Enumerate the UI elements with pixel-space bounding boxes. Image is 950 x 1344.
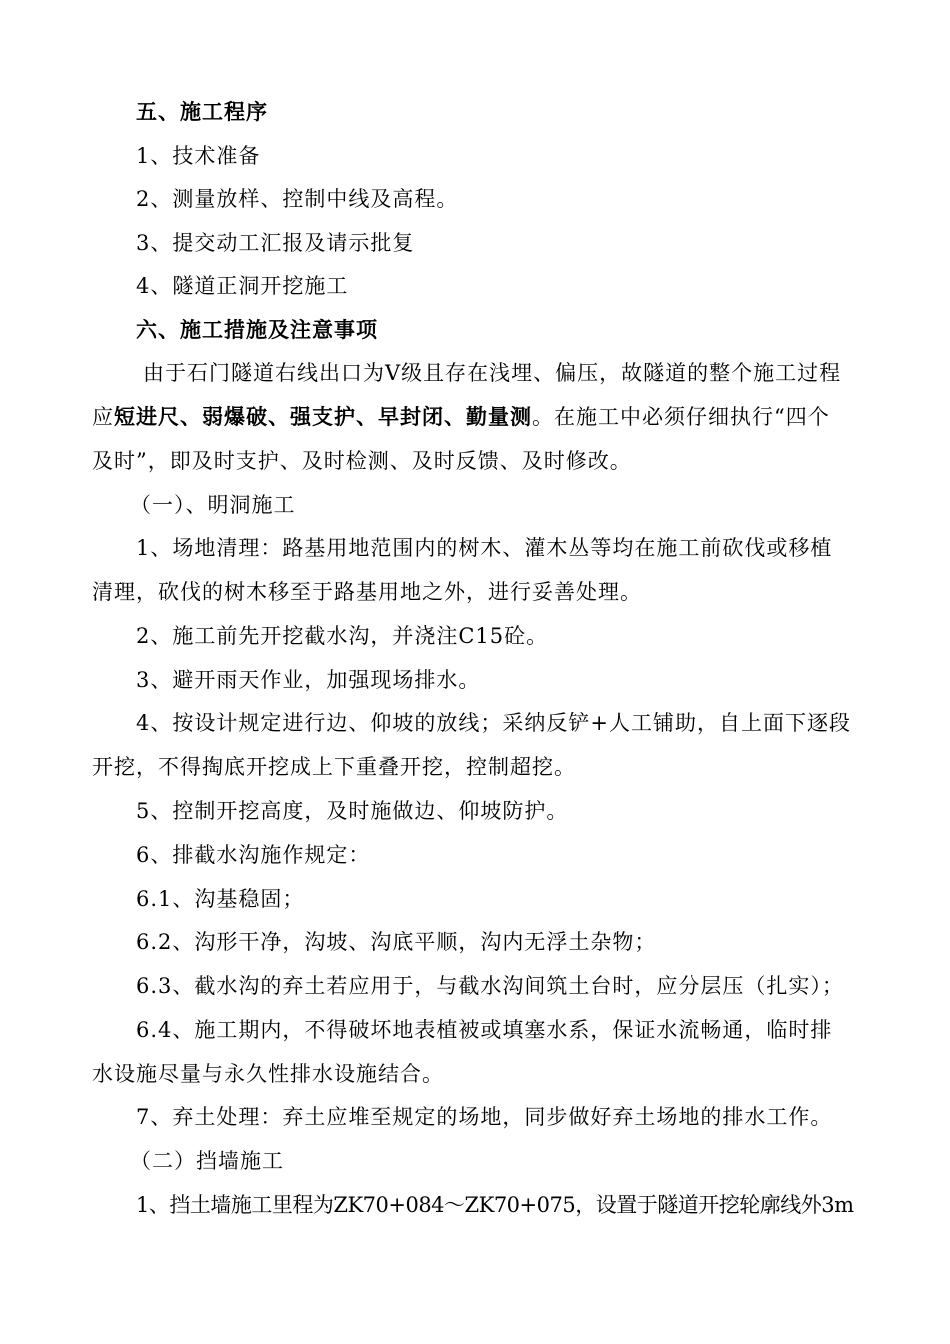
paragraph-line-with-emphasis <box>92 402 830 432</box>
paragraph-text: 。在施工中必须仔细执行“四个 <box>532 405 830 429</box>
paragraph-line: 7、弃土处理：弃土应堆至规定的场地，同步做好弃土场地的排水工作。 <box>136 1105 833 1129</box>
list-item-technical-prep: 1、技术准备 <box>136 144 261 168</box>
paragraph-line: 6.3、截水沟的弃土若应用于，与截水沟间筑土台时，应分层压（扎实）； <box>136 974 844 998</box>
paragraph-line: 6.2、沟形干净，沟坡、沟底平顺，沟内无浮土杂物； <box>136 930 657 954</box>
section-heading-6: 六、施工措施及注意事项 <box>136 317 378 342</box>
subsection-heading-1: （一）、明洞施工 <box>130 493 296 517</box>
paragraph-line: 6、排截水沟施作规定： <box>136 843 371 867</box>
paragraph-line: 及时”，即及时支护、及时检测、及时反馈、及时修改。 <box>92 449 632 473</box>
subsection-heading-2: （二）挡墙施工 <box>130 1149 284 1173</box>
section-heading-5: 五、施工程序 <box>136 99 268 124</box>
paragraph-line: 开挖，不得掏底开挖成上下重叠开挖，控制超挖。 <box>92 755 576 779</box>
paragraph-line: 4、按设计规定进行边、仰坡的放线；采纳反铲+人工铺助，自上面下逐段 <box>136 711 851 735</box>
paragraph-line: 3、避开雨天作业，加强现场排水。 <box>136 668 481 692</box>
paragraph-text: 应 <box>92 405 114 429</box>
paragraph-line: 清理，砍伐的树木移至于路基用地之外，进行妥善处理。 <box>92 580 642 604</box>
paragraph-line: 5、控制开挖高度，及时施做边、仰坡防护。 <box>136 799 569 823</box>
paragraph-line: 水设施尽量与永久性排水设施结合。 <box>92 1062 444 1086</box>
paragraph-line: 1、挡土墙施工里程为ZK70+084～ZK70+075，设置于隧道开挖轮廓线外3m <box>136 1193 854 1217</box>
list-item-survey: 2、测量放样、控制中线及高程。 <box>136 187 459 211</box>
emphasis-text: 短进尺、弱爆破、强支护、早封闭、勤量测 <box>114 404 532 429</box>
paragraph-line: 由于石门隧道右线出口为Ⅴ级且存在浅埋、偏压，故隧道的整个施工过程 <box>143 361 842 385</box>
list-item-excavation: 4、隧道正洞开挖施工 <box>136 274 349 298</box>
paragraph-line: 2、施工前先开挖截水沟，并浇注C15砼。 <box>136 624 549 648</box>
paragraph-line: 6.4、施工期内，不得破坏地表植被或填塞水系，保证水流畅通，临时排 <box>136 1018 833 1042</box>
paragraph-line: 6.1、沟基稳固； <box>136 887 305 911</box>
list-item-report: 3、提交动工汇报及请示批复 <box>136 231 415 255</box>
paragraph-line: 1、场地清理：路基用地范围内的树木、灌木丛等均在施工前砍伐或移植 <box>136 536 833 560</box>
